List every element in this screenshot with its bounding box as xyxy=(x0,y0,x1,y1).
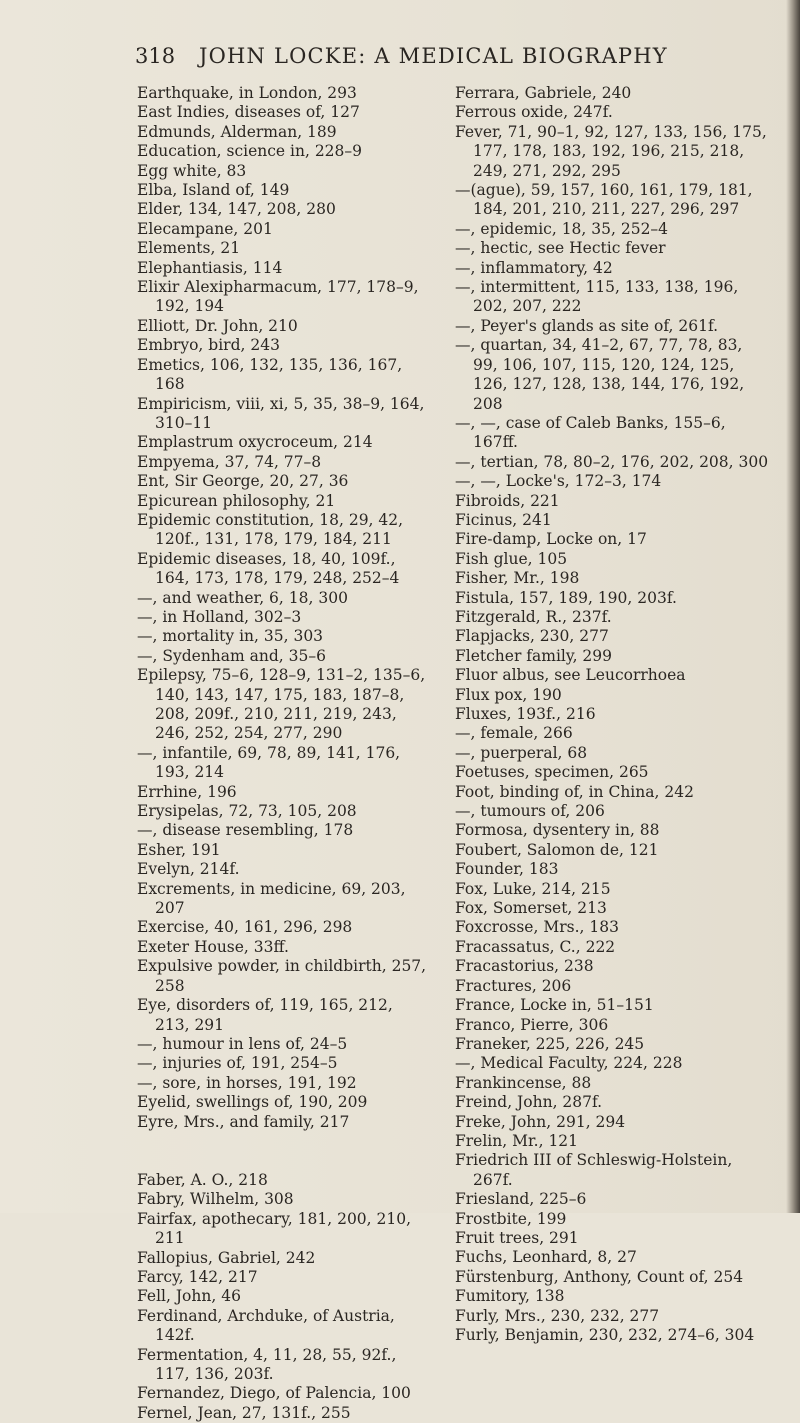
index-entry: —, sore, in horses, 191, 192 xyxy=(137,1073,357,1092)
index-entry: —, Medical Faculty, 224, 228 xyxy=(455,1054,683,1073)
index-entry: —, in Holland, 302–3 xyxy=(137,607,302,626)
index-entry: Fürstenburg, Anthony, Count of, 254 xyxy=(455,1267,744,1286)
index-entry: Esher, 191 xyxy=(137,840,221,859)
index-entry: Eyelid, swellings of, 190, 209 xyxy=(137,1093,368,1112)
index-entry: —, disease resembling, 178 xyxy=(137,821,354,840)
index-entry: Fibroids, 221 xyxy=(455,491,560,510)
index-entry: —, —, Locke's, 172–3, 174 xyxy=(455,472,662,491)
index-entry: Fermentation, 4, 11, 28, 55, 92f., 117, 136, 203f. xyxy=(137,1345,397,1383)
index-entry: Fox, Somerset, 213 xyxy=(455,899,607,918)
index-entry: Fluor albus, see Leucorrhoea xyxy=(455,666,686,685)
index-entry: Elder, 134, 147, 208, 280 xyxy=(137,200,336,219)
index-entry: —, and weather, 6, 18, 300 xyxy=(137,588,348,607)
index-entry: —, —, case of Caleb Banks, 155–6, 167ff. xyxy=(455,413,726,452)
index-entry: Education, science in, 228–9 xyxy=(137,142,363,161)
index-entry: Erysipelas, 72, 73, 105, 208 xyxy=(137,802,357,821)
index-entry: Emetics, 106, 132, 135, 136, 167, 168 xyxy=(137,355,403,394)
index-entry: Expulsive powder, in childbirth, 257, 258 xyxy=(137,957,427,995)
index-entry: Empyema, 37, 74, 77–8 xyxy=(137,452,322,471)
index-entry: Egg white, 83 xyxy=(137,161,247,180)
index-entry: —, mortality in, 35, 303 xyxy=(137,627,324,646)
index-entry: Flux pox, 190 xyxy=(455,685,562,704)
index-entry: Frostbite, 199 xyxy=(455,1209,567,1228)
index-entry: Farcy, 142, 217 xyxy=(137,1267,258,1286)
index-group-e xyxy=(137,84,427,1132)
index-entry: —, infantile, 69, 78, 89, 141, 176, 193, 214 xyxy=(137,743,401,782)
index-entry: Earthquake, in London, 293 xyxy=(137,84,357,102)
index-entry: Fallopius, Gabriel, 242 xyxy=(137,1248,316,1267)
index-entry: Elements, 21 xyxy=(137,239,241,258)
index-entry: Freind, John, 287f. xyxy=(455,1093,603,1112)
index-entry: Fairfax, apothecary, 181, 200, 210, 211 xyxy=(137,1209,412,1248)
index-entry: —, injuries of, 191, 254–5 xyxy=(137,1054,338,1073)
index-entry: Empiricism, viii, xi, 5, 35, 38–9, 164, 310–11 xyxy=(137,394,425,432)
index-entry: —, hectic, see Hectic fever xyxy=(455,239,666,258)
index-entry: Epicurean philosophy, 21 xyxy=(137,491,336,510)
index-entry: —, quartan, 34, 41–2, 67, 77, 78, 83, 99, 106, 107, 115, 120, 124, 125, 126, 127, 128, 138, 144, 176, 192, 208 xyxy=(455,336,745,413)
index-entry: Freke, John, 291, 294 xyxy=(455,1112,626,1131)
index-entry: Fruit trees, 291 xyxy=(455,1228,579,1247)
index-entry: —, Sydenham and, 35–6 xyxy=(137,646,326,665)
index-entry: Fluxes, 193f., 216 xyxy=(455,705,596,723)
index-entry: Eye, disorders of, 119, 165, 212, 213, 291 xyxy=(137,996,393,1034)
index-entry: —, Peyer's glands as site of, 261f. xyxy=(455,316,719,335)
index-entry: Friedrich III of Schleswig-Holstein, 267f. xyxy=(455,1151,733,1189)
index-entry: Elba, Island of, 149 xyxy=(137,181,290,200)
letter-gap xyxy=(137,1132,427,1171)
index-entry: Fletcher family, 299 xyxy=(455,646,613,665)
index-entry: Fish glue, 105 xyxy=(455,549,568,568)
index-entry: Ferrara, Gabriele, 240 xyxy=(455,84,632,102)
index-entry: —, female, 266 xyxy=(455,724,573,743)
index-entry: Franco, Pierre, 306 xyxy=(455,1015,609,1034)
index-group-f-continued xyxy=(455,84,770,1345)
index-entry: Fractures, 206 xyxy=(455,976,572,995)
index-entry: Foetuses, specimen, 265 xyxy=(455,763,649,782)
index-column-right xyxy=(455,84,770,1345)
index-entry: —(ague), 59, 157, 160, 161, 179, 181, 184, 201, 210, 211, 227, 296, 297 xyxy=(455,181,753,219)
index-entry: Fell, John, 46 xyxy=(137,1287,241,1306)
running-header xyxy=(135,44,695,74)
index-entry: Errhine, 196 xyxy=(137,782,237,801)
index-entry: Fabry, Wilhelm, 308 xyxy=(137,1190,294,1209)
index-entry: Elecampane, 201 xyxy=(137,219,273,238)
index-entry: Foxcrosse, Mrs., 183 xyxy=(455,918,619,937)
index-entry: Epidemic diseases, 18, 40, 109f., 164, 173, 178, 179, 248, 252–4 xyxy=(137,549,400,588)
index-entry: —, humour in lens of, 24–5 xyxy=(137,1034,348,1053)
index-entry: Elixir Alexipharmacum, 177, 178–9, 192, 194 xyxy=(137,278,419,316)
page-edge-shadow xyxy=(786,0,800,1213)
index-entry: East Indies, diseases of, 127 xyxy=(137,103,360,122)
index-entry: Fox, Luke, 214, 215 xyxy=(455,879,611,898)
index-entry: Fernel, Jean, 27, 131f., 255 xyxy=(137,1403,351,1422)
index-entry: Franeker, 225, 226, 245 xyxy=(455,1034,645,1053)
index-entry: Evelyn, 214f. xyxy=(137,860,240,879)
index-entry: Ent, Sir George, 20, 27, 36 xyxy=(137,472,349,491)
index-entry: Ficinus, 241 xyxy=(455,510,552,529)
index-entry: Foubert, Salomon de, 121 xyxy=(455,840,659,859)
index-entry: Eyre, Mrs., and family, 217 xyxy=(137,1112,350,1131)
index-entry: Fernandez, Diego, of Palencia, 100 xyxy=(137,1384,411,1403)
index-entry: Furly, Benjamin, 230, 232, 274–6, 304 xyxy=(455,1326,755,1344)
index-entry: Embryo, bird, 243 xyxy=(137,336,280,355)
index-entry: Fire-damp, Locke on, 17 xyxy=(455,530,647,549)
index-entry: Elephantiasis, 114 xyxy=(137,258,283,277)
index-entry: Elliott, Dr. John, 210 xyxy=(137,316,298,335)
index-entry: Founder, 183 xyxy=(455,860,559,879)
index-entry: Frankincense, 88 xyxy=(455,1073,592,1092)
index-entry: Epilepsy, 75–6, 128–9, 131–2, 135–6, 140, 143, 147, 175, 183, 187–8, 208, 209f., 210, 211, 219, 243, 246, 252, 254, 277, 290 xyxy=(137,666,426,743)
index-entry: France, Locke in, 51–151 xyxy=(455,996,654,1015)
index-entry: Excrements, in medicine, 69, 203, 207 xyxy=(137,879,406,918)
index-entry: Formosa, dysentery in, 88 xyxy=(455,821,660,840)
index-entry: —, epidemic, 18, 35, 252–4 xyxy=(455,219,669,238)
index-entry: Flapjacks, 230, 277 xyxy=(455,627,609,646)
index-entry: Exeter House, 33ff. xyxy=(137,937,289,956)
index-entry: —, puerperal, 68 xyxy=(455,743,588,762)
index-entry: Fitzgerald, R., 237f. xyxy=(455,607,612,626)
index-entry: Fracastorius, 238 xyxy=(455,957,594,976)
index-entry: Friesland, 225–6 xyxy=(455,1190,587,1209)
page-number: 318 xyxy=(135,44,176,68)
running-title: JOHN LOCKE: A MEDICAL BIOGRAPHY xyxy=(198,44,668,68)
index-entry: Fracassatus, C., 222 xyxy=(455,937,616,956)
index-entry: Foot, binding of, in China, 242 xyxy=(455,782,694,801)
index-entry: Emplastrum oxycroceum, 214 xyxy=(137,433,373,452)
index-entry: Edmunds, Alderman, 189 xyxy=(137,122,337,141)
index-entry: Exercise, 40, 161, 296, 298 xyxy=(137,918,353,937)
index-entry: Ferdinand, Archduke, of Austria, 142f. xyxy=(137,1306,395,1345)
index-entry: Fistula, 157, 189, 190, 203f. xyxy=(455,588,677,607)
index-entry: Fuchs, Leonhard, 8, 27 xyxy=(455,1248,637,1267)
index-entry: —, tumours of, 206 xyxy=(455,802,605,821)
index-entry: —, inflammatory, 42 xyxy=(455,258,613,277)
index-entry: —, intermittent, 115, 133, 138, 196, 202, 207, 222 xyxy=(455,278,739,316)
index-entry: Fever, 71, 90–1, 92, 127, 133, 156, 175, 177, 178, 183, 192, 196, 215, 218, 249, 271, 292, 295 xyxy=(455,122,767,180)
index-column-left xyxy=(137,84,427,1423)
index-group-f-start xyxy=(137,1171,427,1423)
index-entry: Fumitory, 138 xyxy=(455,1287,565,1306)
index-entry: Fisher, Mr., 198 xyxy=(455,569,580,588)
index-entry: Frelin, Mr., 121 xyxy=(455,1131,579,1150)
index-entry: Ferrous oxide, 247f. xyxy=(455,103,613,122)
index-entry: —, tertian, 78, 80–2, 176, 202, 208, 300 xyxy=(455,452,769,471)
index-entry: Furly, Mrs., 230, 232, 277 xyxy=(455,1306,660,1325)
index-entry: Epidemic constitution, 18, 29, 42, 120f., 131, 178, 179, 184, 211 xyxy=(137,510,404,549)
index-entry: Faber, A. O., 218 xyxy=(137,1170,268,1189)
